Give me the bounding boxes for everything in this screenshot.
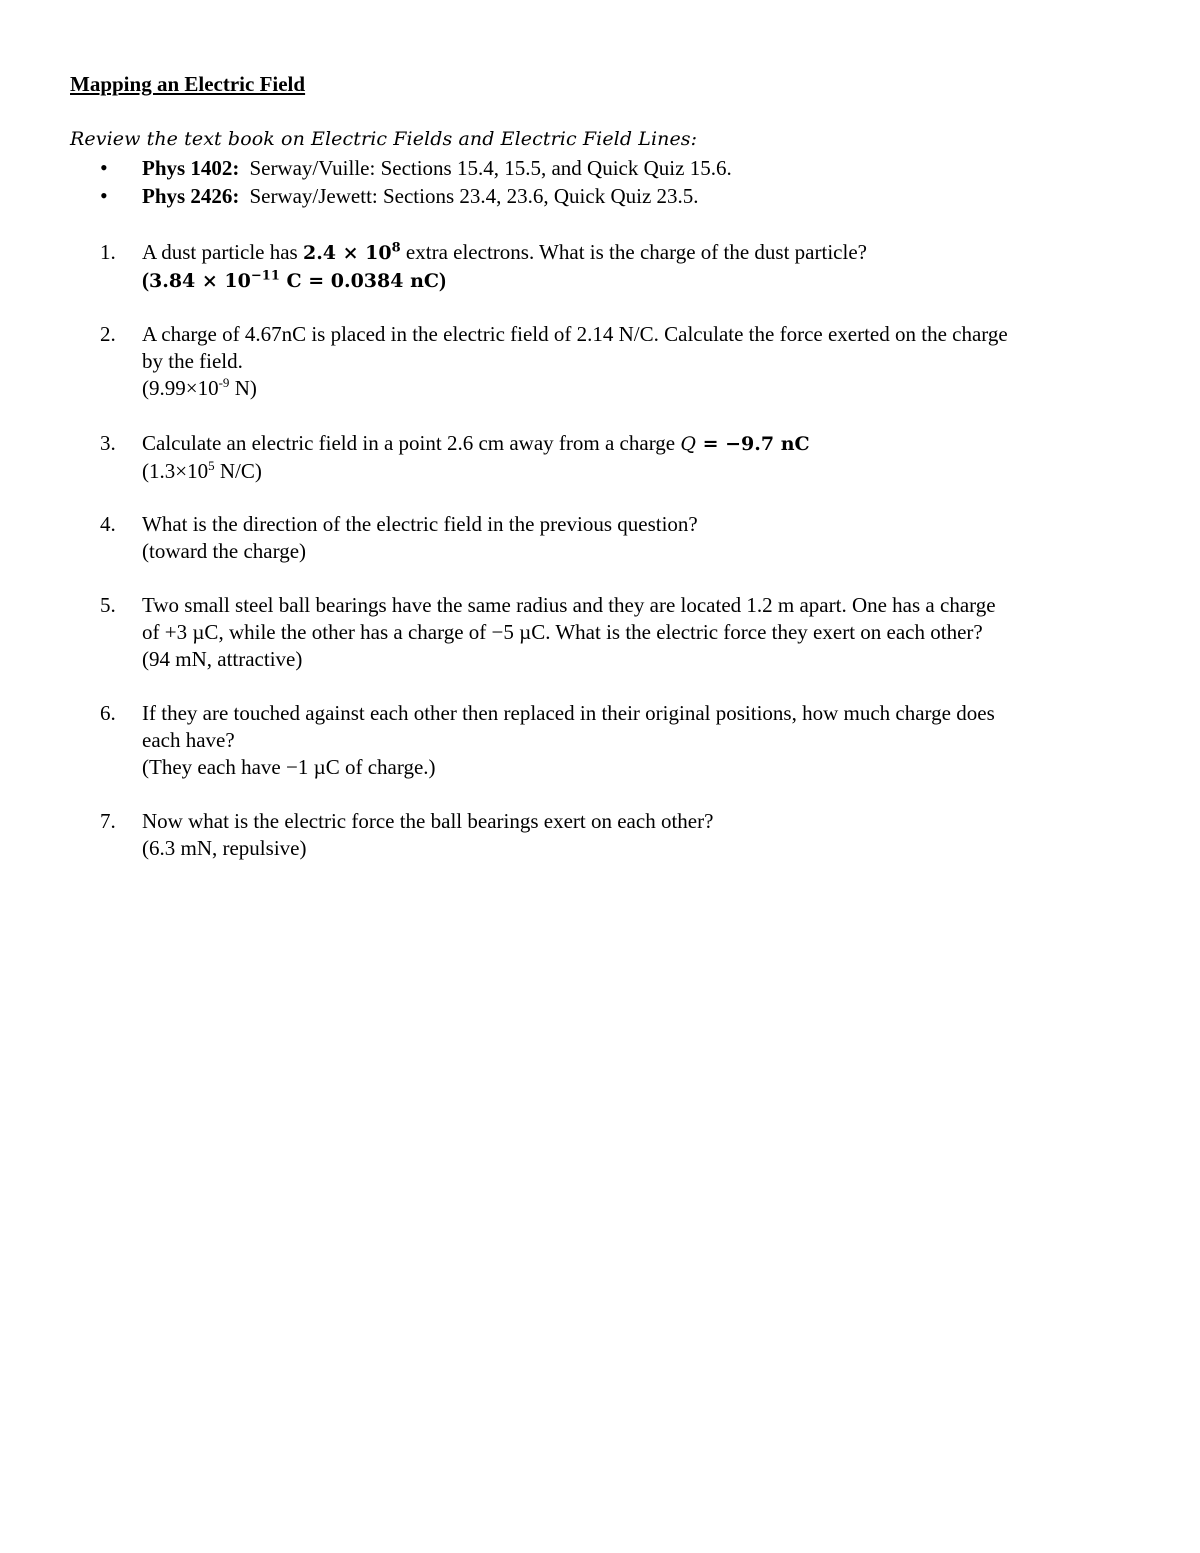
question-text: of +3 µC, while the other has a charge of −5 µC. What is the electric force they exert on each other?	[142, 620, 983, 644]
math-exponent: 8	[391, 240, 401, 256]
math-exponent: 5	[208, 458, 215, 473]
question-4	[100, 511, 1130, 565]
question-text	[142, 430, 1130, 458]
answer-text: (94 mN, attractive)	[142, 647, 303, 671]
question-number: 3.	[100, 431, 116, 455]
reference-text: Serway/Vuille: Sections 15.4, 15.5, and Quick Quiz 15.6.	[249, 156, 732, 180]
answer-text	[142, 375, 1130, 402]
answer-paren: (	[142, 268, 149, 292]
question-number: 6.	[100, 701, 116, 725]
question-number: 1.	[100, 240, 116, 264]
question-text-part: Calculate an electric field in a point 2.6 cm away from a charge	[142, 431, 681, 455]
question-1	[100, 239, 1130, 295]
answer-text: (They each have −1 µC of charge.)	[142, 755, 436, 779]
answer-part: N)	[229, 376, 257, 400]
question-text: What is the direction of the electric field in the previous question?	[142, 512, 698, 536]
answer-text	[142, 458, 1130, 485]
question-6	[100, 700, 1130, 781]
reference-item	[100, 154, 732, 182]
question-number: 5.	[100, 593, 116, 617]
question-5	[100, 592, 1130, 673]
question-text: A charge of 4.67nC is placed in the electric field of 2.14 N/C. Calculate the force exerted on the charge	[142, 322, 1008, 346]
math-base: 2.4 × 10	[302, 242, 392, 264]
question-text: each have?	[142, 728, 235, 752]
question-text	[142, 239, 1130, 267]
math-variable: Q	[680, 433, 696, 455]
page-title: Mapping an Electric Field	[70, 72, 306, 96]
course-label: Phys 1402:	[142, 156, 240, 180]
question-2	[100, 321, 1130, 402]
question-number: 7.	[100, 809, 116, 833]
question-number: 4.	[100, 512, 116, 536]
question-text: Two small steel ball bearings have the same radius and they are located 1.2 m apart. One has a charge	[142, 593, 996, 617]
answer-text: (toward the charge)	[142, 539, 307, 563]
intro-text: Review the text book on Electric Fields and Electric Field Lines:	[70, 128, 698, 150]
question-text: Now what is the electric force the ball bearings exert on each other?	[142, 809, 714, 833]
answer-part: (9.99×10	[142, 376, 219, 400]
question-text: If they are touched against each other then replaced in their original positions, how much charge does	[142, 701, 995, 725]
question-3	[100, 430, 1130, 485]
question-number: 2.	[100, 322, 116, 346]
question-text-part: A dust particle has	[142, 240, 303, 264]
answer-part: (1.3×10	[142, 459, 209, 483]
reference-text: Serway/Jewett: Sections 23.4, 23.6, Quick Quiz 23.5.	[249, 184, 699, 208]
reference-list	[100, 154, 732, 210]
math-exponent: −11	[250, 268, 280, 284]
math-expression	[149, 270, 439, 292]
answer-text	[142, 267, 1130, 295]
math-expression: = −9.7 nC	[695, 433, 810, 455]
course-label: Phys 2426:	[142, 184, 240, 208]
bullet-icon: •	[100, 183, 108, 208]
bullet-icon: •	[100, 155, 108, 180]
answer-paren: )	[439, 268, 447, 292]
math-rest: C = 0.0384 nC	[279, 270, 440, 292]
answer-text: (6.3 mN, repulsive)	[142, 836, 307, 860]
question-7	[100, 808, 1130, 862]
math-base: 3.84 × 10	[149, 270, 251, 292]
math-exponent: -9	[218, 375, 230, 390]
question-text: by the field.	[142, 349, 243, 373]
reference-item	[100, 182, 732, 210]
question-text-part: extra electrons. What is the charge of the dust particle?	[400, 240, 867, 264]
answer-part: N/C)	[214, 459, 262, 483]
math-expression	[303, 242, 401, 264]
